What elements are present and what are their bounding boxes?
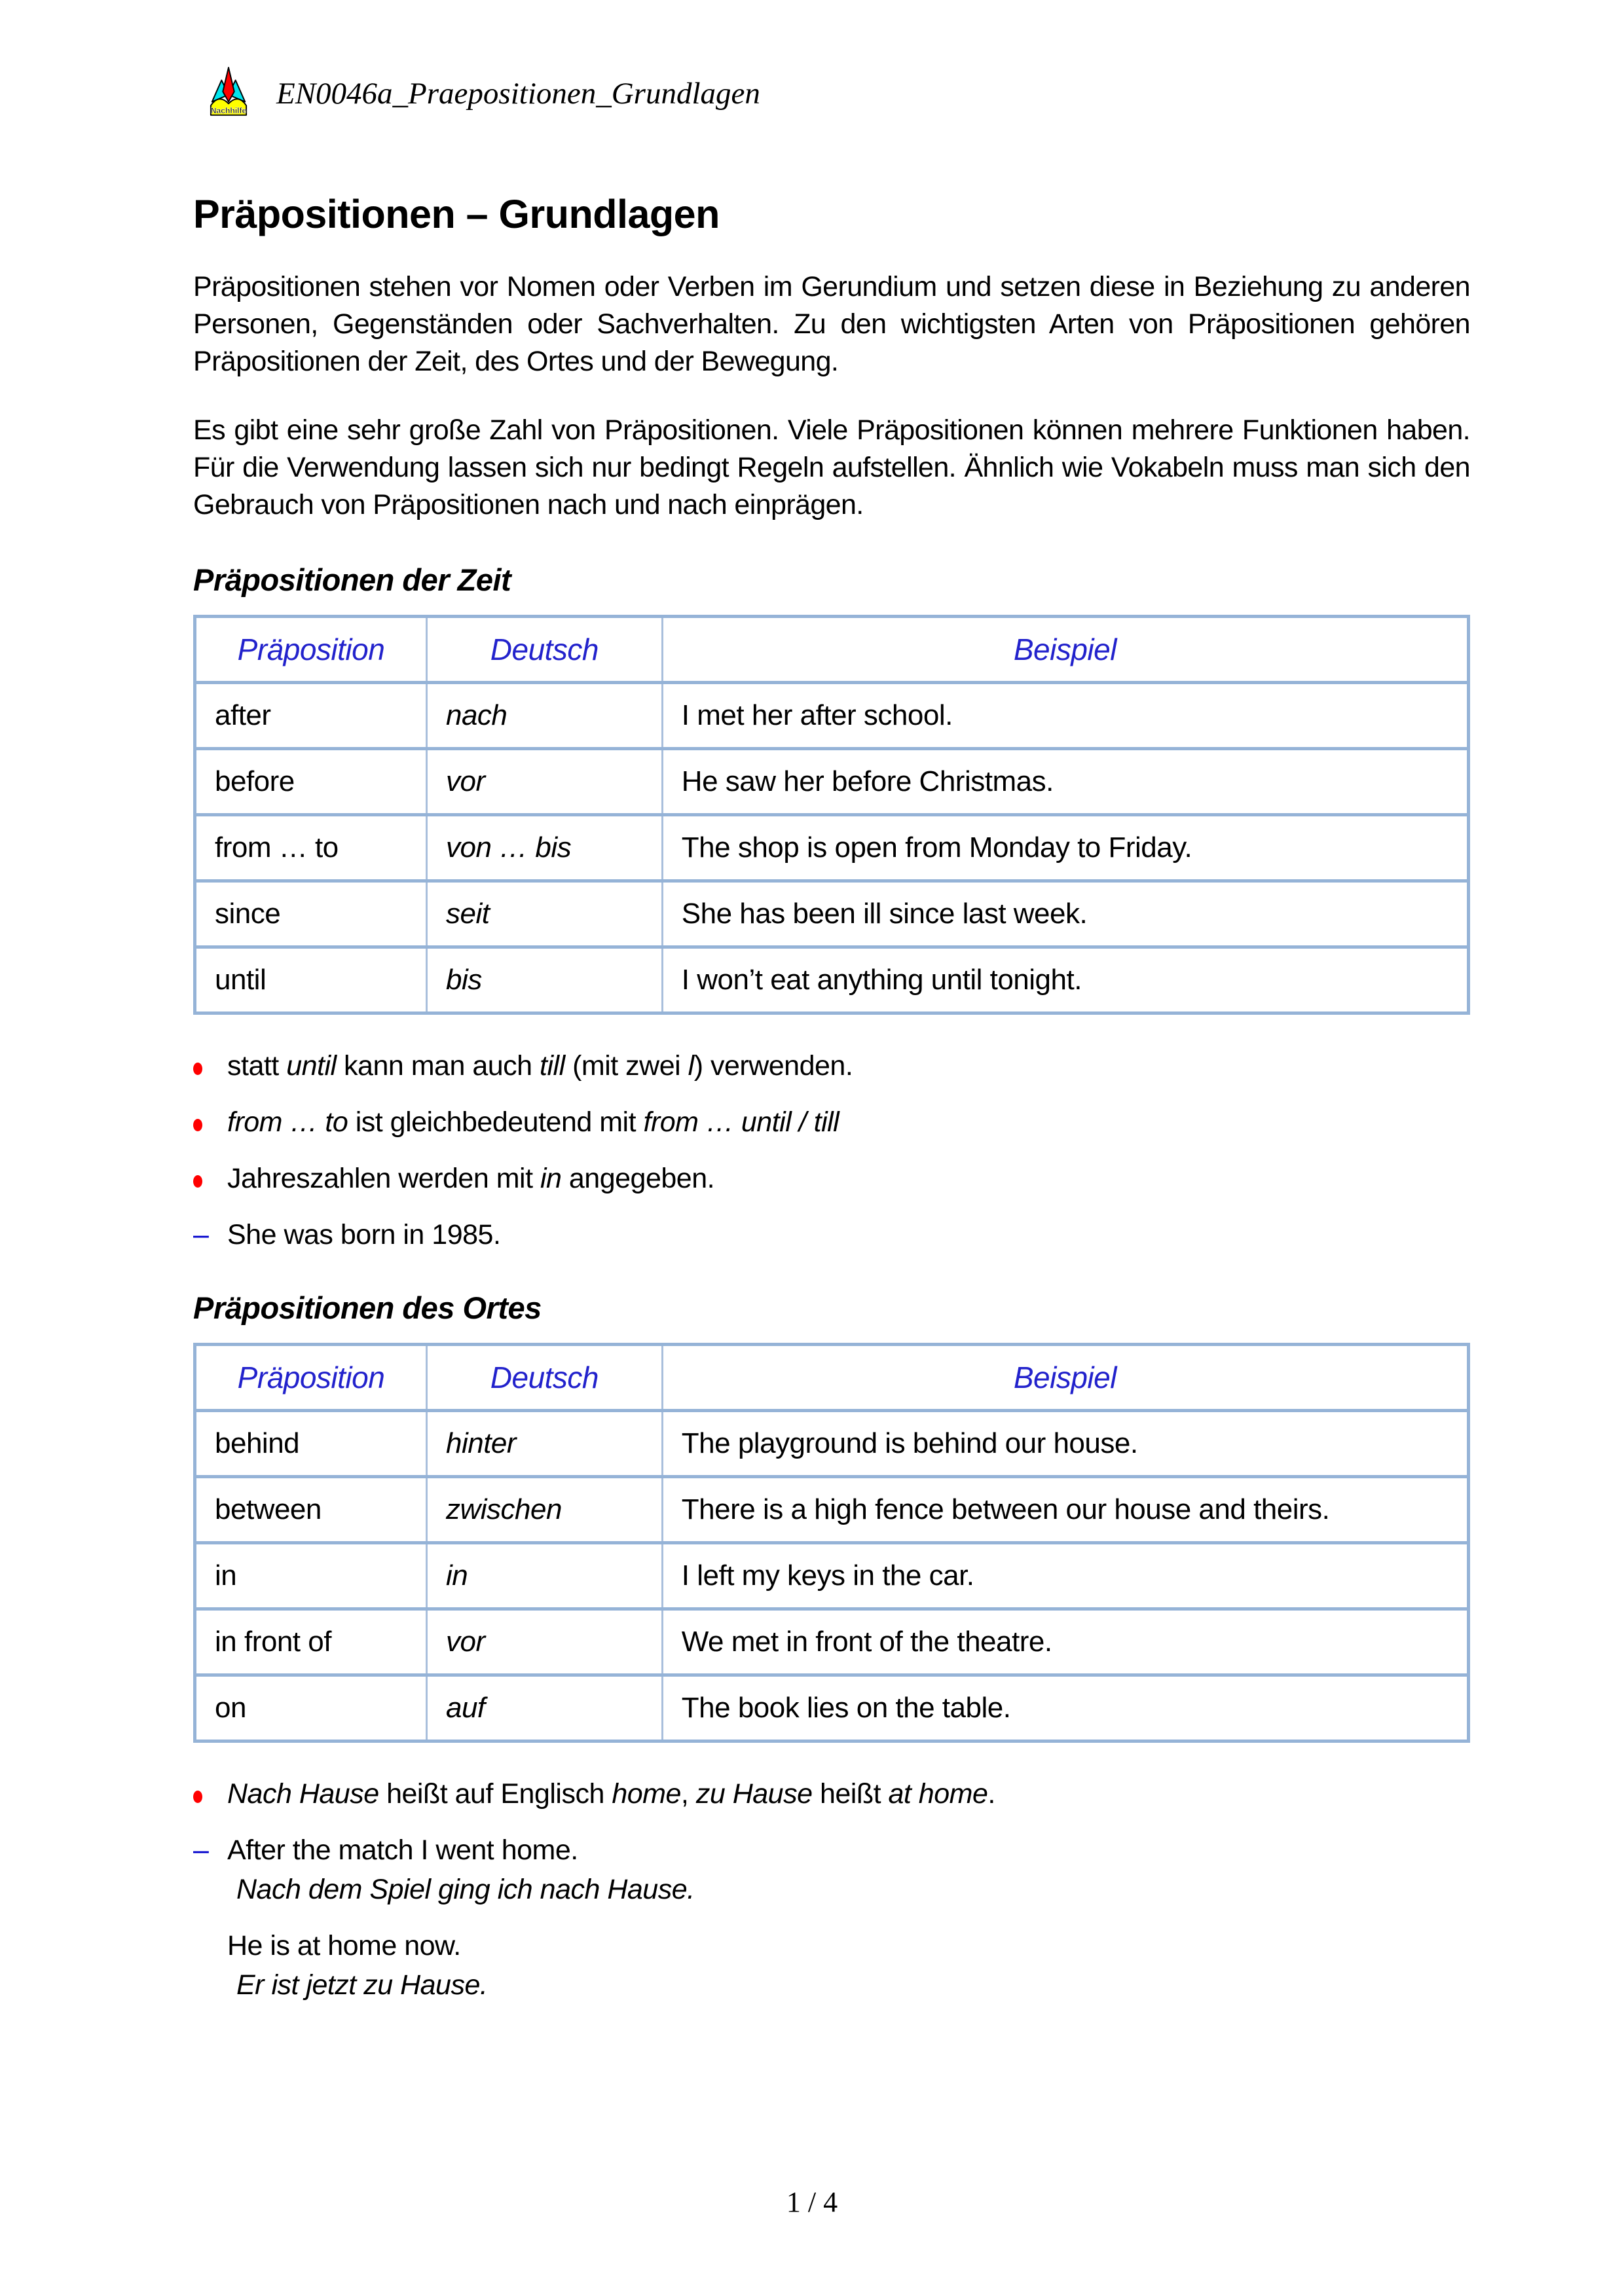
note-text: Nach Hause heißt auf Englisch home, zu Hause heißt at home.: [227, 1778, 995, 1810]
cell-german: nach: [426, 683, 662, 749]
place-notes-list: [193, 1777, 1470, 2002]
note-text: She was born in 1985.: [227, 1219, 501, 1250]
cell-example: The playground is behind our house.: [662, 1411, 1468, 1477]
page-number: 1 / 4: [786, 2186, 838, 2218]
note-text: Jahreszahlen werden mit in angegeben.: [227, 1163, 715, 1194]
page-header: [208, 63, 760, 118]
section-heading-ortes: Präpositionen des Ortes: [193, 1290, 542, 1325]
cell-german: hinter: [426, 1411, 662, 1477]
cell-german: auf: [426, 1675, 662, 1741]
table-row: [195, 881, 1469, 947]
cell-preposition: between: [195, 1477, 427, 1543]
bullet-icon: [193, 1119, 202, 1131]
table-row: [195, 1609, 1469, 1675]
bullet-icon: [193, 1063, 202, 1075]
cell-preposition: behind: [195, 1411, 427, 1477]
dash-icon: –: [193, 1834, 209, 1866]
table-row: [195, 1477, 1469, 1543]
cell-example: He saw her before Christmas.: [662, 749, 1468, 815]
bullet-icon: [193, 1175, 202, 1188]
note-text: statt until kann man auch till (mit zwei l) verwenden.: [227, 1050, 853, 1082]
cell-example: I left my keys in the car.: [662, 1543, 1468, 1609]
section-heading-zeit: Präpositionen der Zeit: [193, 562, 511, 597]
table-row: [195, 1411, 1469, 1477]
cell-german: von … bis: [426, 815, 662, 881]
note-text: from … to ist gleichbedeutend mit from … until / till: [227, 1106, 840, 1138]
cell-german: in: [426, 1543, 662, 1609]
column-header-deutsch: Deutsch: [426, 617, 662, 683]
time-notes-list: [193, 1049, 1470, 1252]
page-title: Präpositionen – Grundlagen: [193, 192, 720, 236]
cell-german: zwischen: [426, 1477, 662, 1543]
prepositions-of-time-table: [193, 615, 1470, 1015]
note-text: After the match I went home.: [227, 1834, 578, 1866]
document-content: [193, 191, 1470, 2024]
column-header-praeposition: Präposition: [195, 617, 427, 683]
cell-example: I won’t eat anything until tonight.: [662, 947, 1468, 1013]
logo-text: Nachhilfe: [210, 105, 247, 115]
note-item: [193, 1833, 1470, 1867]
cell-preposition: on: [195, 1675, 427, 1741]
cell-preposition: after: [195, 683, 427, 749]
cell-preposition: until: [195, 947, 427, 1013]
table-row: [195, 1543, 1469, 1609]
cell-example: The shop is open from Monday to Friday.: [662, 815, 1468, 881]
note-item: [193, 1929, 1470, 1963]
cell-example: I met her after school.: [662, 683, 1468, 749]
note-text: He is at home now.: [227, 1930, 461, 1961]
prepositions-of-place-table: [193, 1343, 1470, 1743]
column-header-deutsch: Deutsch: [426, 1345, 662, 1411]
table-row: [195, 683, 1469, 749]
note-item: [193, 1968, 1470, 2002]
cell-preposition: in: [195, 1543, 427, 1609]
cell-preposition: since: [195, 881, 427, 947]
note-item: [193, 1218, 1470, 1252]
table-row: [195, 947, 1469, 1013]
note-item: [193, 1161, 1470, 1195]
cell-example: The book lies on the table.: [662, 1675, 1468, 1741]
intro-paragraph-2: Es gibt eine sehr große Zahl von Präpositionen. Viele Präpositionen können mehrere Funktionen haben. Für die Verwendung lassen sich nur bedingt Regeln aufstellen. Ähnlich wie Vokabeln muss man sich den Gebrauch von Präpositionen nach und nach einprägen.: [193, 414, 1470, 520]
cell-example: There is a high fence between our house and theirs.: [662, 1477, 1468, 1543]
document-id: EN0046a_Praepositionen_Grundlagen: [276, 77, 760, 111]
cell-german: vor: [426, 1609, 662, 1675]
column-header-beispiel: Beispiel: [662, 1345, 1468, 1411]
cell-german: seit: [426, 881, 662, 947]
cell-preposition: in front of: [195, 1609, 427, 1675]
page-footer: [0, 2185, 1624, 2219]
cell-preposition: from … to: [195, 815, 427, 881]
table-row: [195, 749, 1469, 815]
cell-preposition: before: [195, 749, 427, 815]
intro-paragraph-1: Präpositionen stehen vor Nomen oder Verben im Gerundium und setzen diese in Beziehung zu anderen Personen, Gegenständen oder Sachverhalten. Zu den wichtigsten Arten von Präpositionen gehören Präpositionen der Zeit, des Ortes und der Bewegung.: [193, 271, 1470, 377]
cell-example: We met in front of the theatre.: [662, 1609, 1468, 1675]
table-row: [195, 815, 1469, 881]
cell-german: bis: [426, 947, 662, 1013]
bullet-icon: [193, 1791, 202, 1803]
cell-german: vor: [426, 749, 662, 815]
cell-example: She has been ill since last week.: [662, 881, 1468, 947]
column-header-praeposition: Präposition: [195, 1345, 427, 1411]
note-text: Er ist jetzt zu Hause.: [236, 1969, 488, 2001]
table-row: [195, 1675, 1469, 1741]
note-text: Nach dem Spiel ging ich nach Hause.: [236, 1874, 695, 1905]
dash-icon: –: [193, 1219, 209, 1250]
table-header-row: [195, 617, 1469, 683]
column-header-beispiel: Beispiel: [662, 617, 1468, 683]
note-item: [193, 1049, 1470, 1083]
note-item: [193, 1105, 1470, 1139]
nachhilfe-logo-icon: [208, 63, 249, 118]
note-item: [193, 1777, 1470, 1811]
note-item: [193, 1872, 1470, 1906]
table-header-row: [195, 1345, 1469, 1411]
